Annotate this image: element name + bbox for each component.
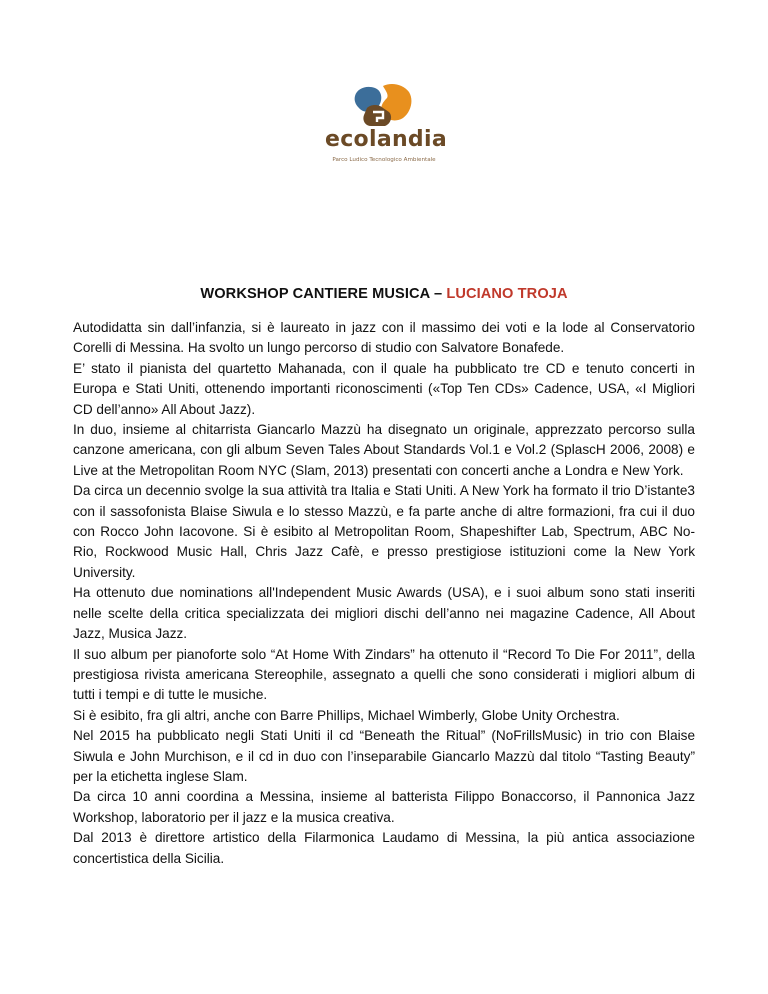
biography-text xyxy=(73,318,695,869)
paragraph: Da circa un decennio svolge la sua attività tra Italia e Stati Uniti. A New York ha formato il trio D’istante3 con il sassofonista Blaise Siwula e lo stesso Mazzù, e fa parte anche di altre formazioni, fra cui il duo con Rocco John Iacovone. Si è esibito al Metropolitan Room, Shapeshifter Lab, Spectrum, ABC No-Rio, Rockwood Music Hall, Chris Jazz Cafè, e presso prestigiose istituzioni come la New York University. xyxy=(73,483,695,580)
paragraph: Da circa 10 anni coordina a Messina, insieme al batterista Filippo Bonaccorso, il Pannonica Jazz Workshop, laboratorio per il jazz e la musica creativa. xyxy=(73,789,695,825)
logo-tagline: Parco Ludico Tecnologico Ambientale xyxy=(332,157,436,163)
paragraph: Ha ottenuto due nominations all'Independent Music Awards (USA), e i suoi album sono stati inseriti nelle scelte della critica specializzata dei migliori dischi dell’anno nei magazine Cadence, All About Jazz, Musica Jazz. xyxy=(73,585,695,642)
title-part1: WORKSHOP CANTIERE MUSICA xyxy=(200,286,430,302)
paragraph: Il suo album per pianoforte solo “At Home With Zindars” ha ottenuto il “Record To Die For 2011”, della prestigiosa rivista americana Stereophile, assegnato a quelli che sono considerati i migliori album di tutti i tempi e di tutte le musiche. xyxy=(73,646,695,703)
paragraph: E’ stato il pianista del quartetto Mahanada, con il quale ha pubblicato tre CD e tenuto concerti in Europa e Stati Uniti, ottenendo importanti riconoscimenti («Top Ten CDs» Cadence, USA, «I Migliori CD dell’anno» All About Jazz). xyxy=(73,360,695,417)
title-separator: – xyxy=(429,286,447,302)
logo-wordmark: ecolandia xyxy=(325,127,447,152)
page-title xyxy=(0,286,768,302)
paragraph: Nel 2015 ha pubblicato negli Stati Uniti il cd “Beneath the Ritual” (NoFrillsMusic) in trio con Blaise Siwula e John Murchison, e il cd in duo con l’inseparabile Giancarlo Mazzù dal titolo “Tasting Beauty” per la etichetta inglese Slam. xyxy=(73,728,695,784)
paragraph: Si è esibito, fra gli altri, anche con Barre Phillips, Michael Wimberly, Globe Unity Orchestra. xyxy=(73,707,620,723)
title-part2: LUCIANO TROJA xyxy=(446,286,568,302)
ecolandia-logo xyxy=(325,82,447,186)
paragraph: Dal 2013 è direttore artistico della Filarmonica Laudamo di Messina, la più antica associazione concertistica della Sicilia. xyxy=(73,830,695,866)
ecolandia-emblem-icon xyxy=(353,82,415,128)
paragraph: Autodidatta sin dall’infanzia, si è laureato in jazz con il massimo dei voti e la lode al Conservatorio Corelli di Messina. Ha svolto un lungo percorso di studio con Salvatore Bonafede. xyxy=(73,320,695,356)
paragraph: In duo, insieme al chitarrista Giancarlo Mazzù ha disegnato un originale, apprezzato percorso sulla canzone americana, con gli album Seven Tales About Standards Vol.1 e Vol.2 (SplascH 2006, 2008) e Live at the Metropolitan Room NYC (Slam, 2013) presentati con concerti anche a Londra e New York. xyxy=(73,422,695,478)
